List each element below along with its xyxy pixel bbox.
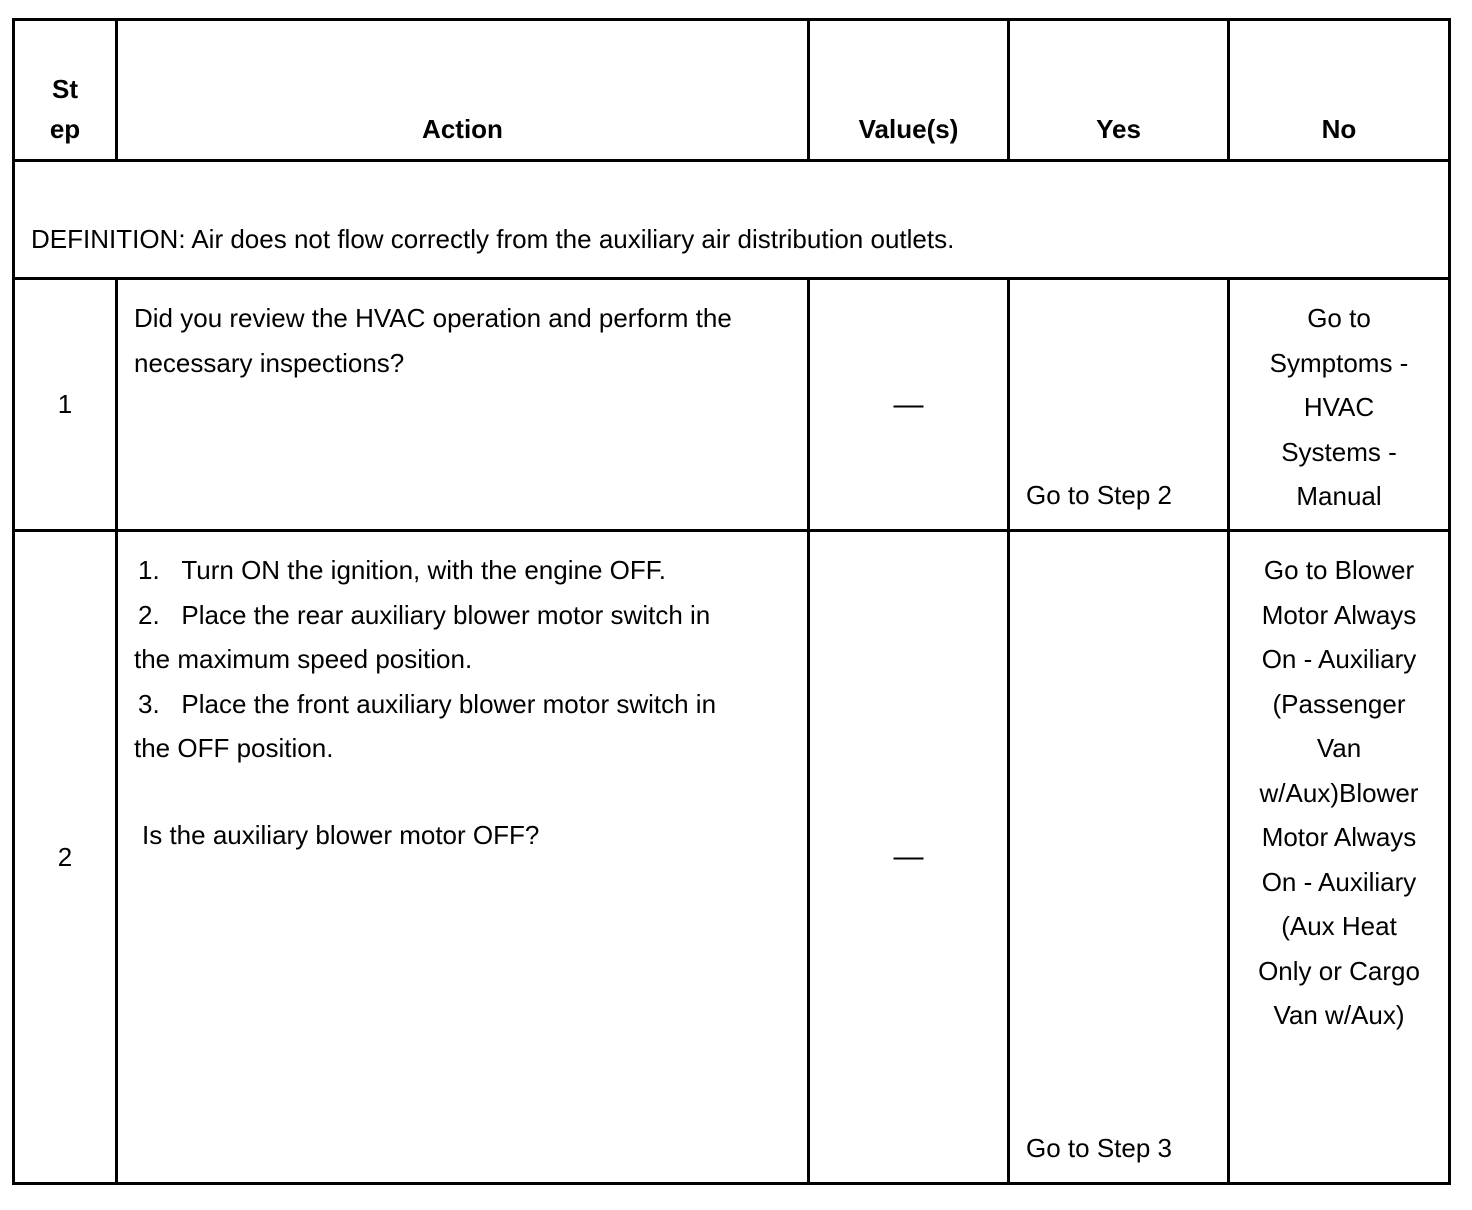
no-link-text: Go to Symptoms - HVAC Systems - Manual xyxy=(1269,303,1409,511)
action-item-number: 3. xyxy=(138,688,160,719)
header-row xyxy=(14,20,1450,161)
action-item-number: 1. xyxy=(138,555,160,585)
action-item-number: 2. xyxy=(138,599,160,630)
header-step: St ep xyxy=(14,20,117,161)
action-question: Is the auxiliary blower motor OFF? xyxy=(142,819,540,850)
action-list xyxy=(134,548,724,771)
header-yes: Yes xyxy=(1009,20,1229,161)
table-row xyxy=(14,279,1450,531)
no-link-text: Go to Blower Motor Always On - Auxiliary (Passenger Van w/Aux)Blower Motor Always On - Auxiliary (Aux Heat Only or Cargo Van w/Aux) xyxy=(1258,555,1420,1030)
step-number: 1 xyxy=(14,279,117,531)
value-cell: — xyxy=(809,531,1009,1184)
action-item-text: Place the rear auxiliary blower motor switch in the maximum speed position. xyxy=(134,599,711,674)
no-cell xyxy=(1229,279,1450,531)
value-cell: — xyxy=(809,279,1009,531)
action-text xyxy=(117,279,809,531)
no-cell xyxy=(1229,531,1450,1184)
yes-cell: Go to Step 3 xyxy=(1009,531,1229,1184)
yes-cell: Go to Step 2 xyxy=(1009,279,1229,531)
action-item-text: Place the front auxiliary blower motor switch in the OFF position. xyxy=(134,688,717,763)
table-row xyxy=(14,531,1450,1184)
header-values: Value(s) xyxy=(809,20,1009,161)
definition-text: DEFINITION: Air does not flow correctly from the auxiliary air distribution outlets. xyxy=(14,161,1450,279)
header-action: Action xyxy=(117,20,809,161)
action-question: Did you review the HVAC operation and perform the necessary inspections? xyxy=(134,303,732,378)
header-no: No xyxy=(1229,20,1450,161)
diagnostic-table xyxy=(12,18,1451,1185)
action-text xyxy=(117,531,809,1184)
definition-row xyxy=(14,161,1450,279)
step-number: 2 xyxy=(14,531,117,1184)
action-item-text: Turn ON the ignition, with the engine OFF. xyxy=(181,555,666,585)
